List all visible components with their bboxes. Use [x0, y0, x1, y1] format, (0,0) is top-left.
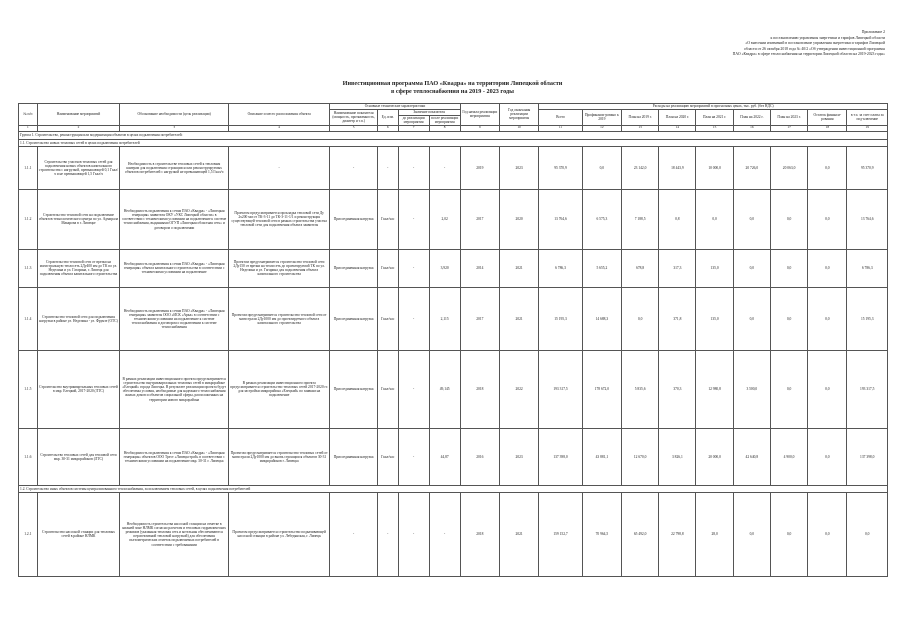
column-number: 14 — [659, 125, 696, 131]
table-row — [19, 189, 888, 249]
cell-unit: Гкал/час — [377, 287, 398, 350]
appendix-line: Приложение 2 — [861, 30, 885, 34]
cell-end: 2021 — [499, 249, 538, 287]
header-plan-2019: План на 2019 г. — [622, 109, 659, 125]
cell-description: Проектом предусматривается строительство тепловой сети от магистрали 2Ду1000 мм до проектируемого объекта капитального строительства — [228, 287, 329, 350]
cell-after: 49,145 — [429, 350, 460, 428]
cell-total: 13 764,6 — [539, 189, 582, 249]
cell-p2023: 0,0 — [770, 287, 807, 350]
cell-name: Строительство участков тепловых сетей для подключения новых объектов капитального строительства с нагрузкой, превышающей 0,1 Гкал/ч и не превышающей 1,5 Гкал/ч — [37, 146, 120, 189]
cell-unit: Гкал/час — [377, 428, 398, 485]
table-row — [19, 249, 888, 287]
cell-unit: Гкал/час — [377, 189, 398, 249]
cell-p2022: 42 640,8 — [733, 428, 770, 485]
header-num: № п/п — [19, 104, 38, 126]
cell-num: 1.1.3 — [19, 249, 38, 287]
cell-rem: 0,0 — [808, 492, 847, 576]
cell-name: Строительство тепловой сети на подключение объектов технологического центра по ул. Адмирала Макарова в г. Липецке — [37, 189, 120, 249]
cell-start: 2018 — [460, 492, 499, 576]
cell-pre: 5 655,2 — [582, 249, 621, 287]
cell-description: - — [228, 146, 329, 189]
cell-rem: 0,0 — [808, 249, 847, 287]
cell-description: Проектом предусматривается строительство тепловых сетей от магистрали 2Ду1000 мм до вновь строящихся объектов 30-31 микрорайонов г. Липецка — [228, 428, 329, 485]
cell-p2022: 3 500,0 — [733, 350, 770, 428]
column-number: 19 — [847, 125, 888, 131]
cell-before: - — [398, 350, 429, 428]
cell-p2023: 0,0 — [770, 189, 807, 249]
cell-indicator: Присоединенная нагрузка — [330, 189, 378, 249]
header-indicator-value: Значение показателя — [398, 109, 460, 115]
cell-p2021: 135,0 — [696, 287, 733, 350]
cell-after: 2,02 — [429, 189, 460, 249]
cell-description: В рамках реализации инвестиционного проекта предусматривается строительство тепловых сетей 2017-2020 гг. для застройки микрорайона «Елецкий» по заявкам на подключение — [228, 350, 329, 428]
cell-name: Строительство тепловой сети от врезки на магистральную теплосеть 2Ду400 мм до ТК по ул. Неделина и ул. Гагарина, г. Липецк для подключения объекта капитального строительства — [37, 249, 120, 287]
cell-pre: 43 881,1 — [582, 428, 621, 485]
cell-pre: 14 688,3 — [582, 287, 621, 350]
cell-total: 95 370,9 — [539, 146, 582, 189]
cell-name: Строительство внутриквартальных тепловых сетей в мкр. Елецкий, 2017-2020 (ЛТС) — [37, 350, 120, 428]
cell-p2022: 0,0 — [733, 287, 770, 350]
column-number: 13 — [622, 125, 659, 131]
cell-after: - — [429, 146, 460, 189]
cell-rem: 0,0 — [808, 146, 847, 189]
cell-rem: 0,0 — [808, 189, 847, 249]
cell-before: - — [398, 428, 429, 485]
cell-after: - — [429, 492, 460, 576]
cell-rem: 0,0 — [808, 287, 847, 350]
cell-p2021: 10 000,0 — [696, 146, 733, 189]
cell-rationale: Необходимость подключения к сетям ПАО «Квадра» - «Липецкая генерация» заявителя ОКУ «УКС Липецкой области» в соответствии с техническими условиями на подключение к системе теплоснабжения, выданными ОГУП «Липецкая областная сеть» и договором о подключении — [120, 189, 229, 249]
cell-rationale: Необходимость строительства насосной станции на отметке в нижней зоне НЛМК согласно расчетам и тепловых гидравлических режимов (указанная тепловая сеть и котельная обеспечиваются перспективной тепловой нагрузкой) для обеспечения пьезометрических отметок подключаемых потребителей в соответствии с требованиями — [120, 492, 229, 576]
subgroup-row — [19, 139, 888, 146]
cell-start: 2018 — [460, 350, 499, 428]
cell-borrow: 6 786,3 — [847, 249, 888, 287]
cell-indicator: Присоединенная нагрузка — [330, 249, 378, 287]
cell-total: 193 317,5 — [539, 350, 582, 428]
header-remaining: Остаток финанси-рования — [808, 109, 847, 125]
cell-indicator: - — [330, 146, 378, 189]
cell-p2019: 7 188,5 — [622, 189, 659, 249]
cell-num: 1.1.2 — [19, 189, 38, 249]
title-line: в сфере теплоснабжения на 2019 - 2023 годы — [391, 88, 514, 96]
header-before: до реализации мероприятия — [398, 115, 429, 125]
column-number: 9 — [460, 125, 499, 131]
cell-p2021: 0,0 — [696, 189, 733, 249]
cell-unit: - — [377, 146, 398, 189]
header-plan-2023: План на 2023 г. — [770, 109, 807, 125]
document-title — [0, 80, 905, 97]
cell-p2020: 370,3 — [659, 350, 696, 428]
header-description: Описание и место расположения объекта — [228, 104, 329, 126]
cell-unit: - — [377, 492, 398, 576]
column-number: 18 — [808, 125, 847, 131]
cell-start: 2019 — [460, 146, 499, 189]
appendix-line: к постановлению управления энергетики и тарифов Липецкой области — [770, 35, 885, 40]
header-plan-2022: План на 2022 г. — [733, 109, 770, 125]
cell-total: 159 152,7 — [539, 492, 582, 576]
cell-p2023: 20 063,0 — [770, 146, 807, 189]
cell-end: 2022 — [499, 350, 538, 428]
header-tech: Основные технические характеристики — [330, 104, 460, 110]
cell-start: 2014 — [460, 249, 499, 287]
cell-indicator: Присоединенная нагрузка — [330, 287, 378, 350]
cell-p2023: 0,0 — [770, 492, 807, 576]
cell-description: Проектом предусматривается строительство подкачивающей насосной станции в районе ул. Лебедянская, г. Липецк — [228, 492, 329, 576]
cell-before: - — [398, 189, 429, 249]
cell-pre: 70 964,5 — [582, 492, 621, 576]
column-number: 12 — [582, 125, 621, 131]
table-row — [19, 428, 888, 485]
cell-p2021: 12 980,8 — [696, 350, 733, 428]
header-after: после реализации мероприятия — [431, 116, 459, 125]
cell-end: 2020 — [499, 189, 538, 249]
cell-p2020: 18 443,9 — [659, 146, 696, 189]
header-plan-2020: План на 2020 г. — [659, 109, 696, 125]
table-row — [19, 492, 888, 576]
header-unit: Ед. изм. — [377, 109, 398, 125]
cell-end: 2021 — [499, 492, 538, 576]
cell-p2022: 0,0 — [733, 492, 770, 576]
header-total: Всего — [539, 109, 582, 125]
cell-after: 2,115 — [429, 287, 460, 350]
cell-p2023: 0,0 — [770, 249, 807, 287]
cell-p2021: 135,0 — [696, 249, 733, 287]
header-end-year: Год окончания реализации мероприятия — [499, 104, 538, 126]
cell-p2023: 4 900,0 — [770, 428, 807, 485]
cell-borrow: 193 317,5 — [847, 350, 888, 428]
cell-description: Проектом предусматривается строительство тепловой сети 2Ду150 от врезки на теплосеть до проектируемой ТК по ул. Неделина и ул. Гагарина для подключения объекта капитального строительства — [228, 249, 329, 287]
column-number: 3 — [120, 125, 229, 131]
cell-name: Строительство насосной станции для тепловых сетей в районе НЛМК — [37, 492, 120, 576]
cell-p2022: 20 726,0 — [733, 146, 770, 189]
header-plan-2021: План на 2021 г. — [696, 109, 733, 125]
header-name: Наименование мероприятий — [37, 104, 120, 126]
group-title: Группа 1. Строительство, реконструкция или модернизация объектов в целях подключения потребителей: — [19, 131, 888, 139]
cell-indicator: - — [330, 492, 378, 576]
cell-description: Проектом предусматривается прокладка тепловой сети Ду 2х200 мм от ТК-3-11 до ТК-3-11-1/1 и реконструкция существующей тепловой сети в рамках строительства участка тепловой сети для подключения объекта заявителя — [228, 189, 329, 249]
cell-p2020: 371,8 — [659, 287, 696, 350]
table-row — [19, 350, 888, 428]
appendix-line: ПАО «Квадра» в сфере теплоснабжения на территории Липецкой области на 2019-2023 годы» — [732, 52, 885, 56]
cell-rationale: Необходимость подключения к сетям ПАО «Квадра» - «Липецкая генерация» объектов ООО Трест «Липецкстрой» в соответствии с техническими условиями на подключение мкр. 30-31 г. Липецка — [120, 428, 229, 485]
cell-pre: 6 575,3 — [582, 189, 621, 249]
cell-borrow: 15 195,3 — [847, 287, 888, 350]
cell-end: 2023 — [499, 428, 538, 485]
cell-p2019: 678,8 — [622, 249, 659, 287]
cell-after: 3,920 — [429, 249, 460, 287]
column-number: 5 — [330, 125, 378, 131]
cell-before: - — [398, 287, 429, 350]
cell-pre: 0,0 — [582, 146, 621, 189]
column-number: 1 — [19, 125, 38, 131]
cell-p2019: 12 670,0 — [622, 428, 659, 485]
subgroup-title: 1.2. Строительство иных объектов системы централизованного теплоснабжения, за исключением тепловых сетей, в целях подключения потребителей — [19, 485, 888, 492]
cell-p2021: 28,0 — [696, 492, 733, 576]
header-rationale: Обоснование необходимости (цель реализации) — [120, 104, 229, 126]
cell-num: 1.2.1 — [19, 492, 38, 576]
cell-rationale: В рамках реализации инвестиционного проекта предусматривается строительство внутриквартальных тепловых сетей в микрорайоне «Елецкий» города Липецка. В результате реализации проекта будут обеспечены условия, необходимые для надежного теплоснабжения жилых домов и объектов социальной сферы, расположенных на территории нового микрорайона — [120, 350, 229, 428]
cell-end: 2023 — [499, 146, 538, 189]
appendix-line: «О внесении изменений в постановление управления энергетики и тарифов Липецкой — [745, 41, 885, 45]
column-number: 7 — [398, 125, 429, 131]
cell-indicator: Присоединенная нагрузка — [330, 350, 378, 428]
cell-unit: Гкал/час — [377, 249, 398, 287]
subgroup-row — [19, 485, 888, 492]
cell-borrow: 95 370,9 — [847, 146, 888, 189]
column-number: 11 — [539, 125, 582, 131]
cell-p2022: 0,0 — [733, 249, 770, 287]
cell-p2020: 3 826,1 — [659, 428, 696, 485]
cell-p2022: 0,0 — [733, 189, 770, 249]
cell-p2019: 23 142,0 — [622, 146, 659, 189]
cell-rationale: Необходимость в строительстве тепловых сетей к тепловым камерам для подключения строящихся или реконструируемых объектов потребителей с нагрузкой не превышающей 1,5 Гкал/ч — [120, 146, 229, 189]
cell-total: 137 398,0 — [539, 428, 582, 485]
cell-num: 1.1.5 — [19, 350, 38, 428]
cell-name: Строительство тепловой сети для подключения нагрузки в районе ул. Неделина - ул. Фрунзе (ОТС) — [37, 287, 120, 350]
cell-p2019: 5 835,6 — [622, 350, 659, 428]
header-indicator: Наименование показателя (мощность, протяженность, диаметр и т.п.) — [330, 109, 378, 125]
cell-num: 1.1.4 — [19, 287, 38, 350]
column-number: 16 — [733, 125, 770, 131]
column-number: 6 — [377, 125, 398, 131]
cell-before: - — [398, 492, 429, 576]
cell-rationale: Необходимость подключения к сетям ПАО «Квадра» - «Липецкая генерация» заявителя ООО «ИСК «Арка» в соответствии с техническими условиями на подключение к системе теплоснабжения и договором о подключении к системе теплоснабжения — [120, 287, 229, 350]
title-line: Инвестиционная программа ПАО «Квадра» на территории Липецкой области — [342, 80, 563, 87]
table-row — [19, 146, 888, 189]
cell-name: Строительство тепловых сетей для тепловой сети мкр. 30-31 микрорайонов (ЛТС) — [37, 428, 120, 485]
header-borrowed: в т.ч. за счет платы за под-ключение — [847, 109, 888, 125]
cell-rem: 0,0 — [808, 428, 847, 485]
cell-start: 2016 — [460, 428, 499, 485]
cell-p2020: 22 798,8 — [659, 492, 696, 576]
cell-p2021: 20 000,0 — [696, 428, 733, 485]
cell-borrow: 13 764,6 — [847, 189, 888, 249]
cell-total: 6 786,3 — [539, 249, 582, 287]
cell-pre: 178 672,0 — [582, 350, 621, 428]
table-row — [19, 287, 888, 350]
cell-borrow: 137 398,0 — [847, 428, 888, 485]
cell-after: 44,87 — [429, 428, 460, 485]
column-number: 2 — [37, 125, 120, 131]
header-prefinanced: Профинанси-ровано к 2019 — [582, 109, 621, 125]
cell-p2020: 0,8 — [659, 189, 696, 249]
cell-p2019: 65 492,0 — [622, 492, 659, 576]
column-number: 10 — [499, 125, 538, 131]
cell-p2020: 317,3 — [659, 249, 696, 287]
cell-before: - — [398, 146, 429, 189]
column-number: 8 — [429, 125, 460, 131]
cell-before: - — [398, 249, 429, 287]
cell-total: 15 195,3 — [539, 287, 582, 350]
cell-indicator: Присоединенная нагрузка — [330, 428, 378, 485]
column-number: 17 — [770, 125, 807, 131]
cell-p2023: 0,0 — [770, 350, 807, 428]
cell-unit: Гкал/час — [377, 350, 398, 428]
cell-p2019: 0,0 — [622, 287, 659, 350]
cell-rem: 0,0 — [808, 350, 847, 428]
cell-start: 2017 — [460, 287, 499, 350]
column-number: 15 — [696, 125, 733, 131]
appendix-line: области от 26 октября 2018 года № 40/2 «Об утверждении инвестиционной программы — [744, 46, 885, 51]
header-costs: Расходы на реализацию мероприятий в прогнозных ценах, тыс. руб. (без НДС) — [539, 104, 888, 110]
cell-rationale: Необходимость подключения к сетям ПАО «Квадра» - «Липецкая генерация» объекта капитального строительства в соответствии с техническими условиями на подключение — [120, 249, 229, 287]
cell-num: 1.1.1 — [19, 146, 38, 189]
group-row — [19, 131, 888, 139]
cell-borrow: 0,0 — [847, 492, 888, 576]
subgroup-title: 1.1. Строительство новых тепловых сетей в целях подключения потребителей — [19, 139, 888, 146]
cell-num: 1.1.6 — [19, 428, 38, 485]
cell-end: 2021 — [499, 287, 538, 350]
column-number: 4 — [228, 125, 329, 131]
appendix-note — [585, 30, 885, 58]
investment-table — [18, 103, 888, 577]
header-start-year: Год начала реализации мероприятия — [460, 104, 499, 126]
cell-start: 2017 — [460, 189, 499, 249]
